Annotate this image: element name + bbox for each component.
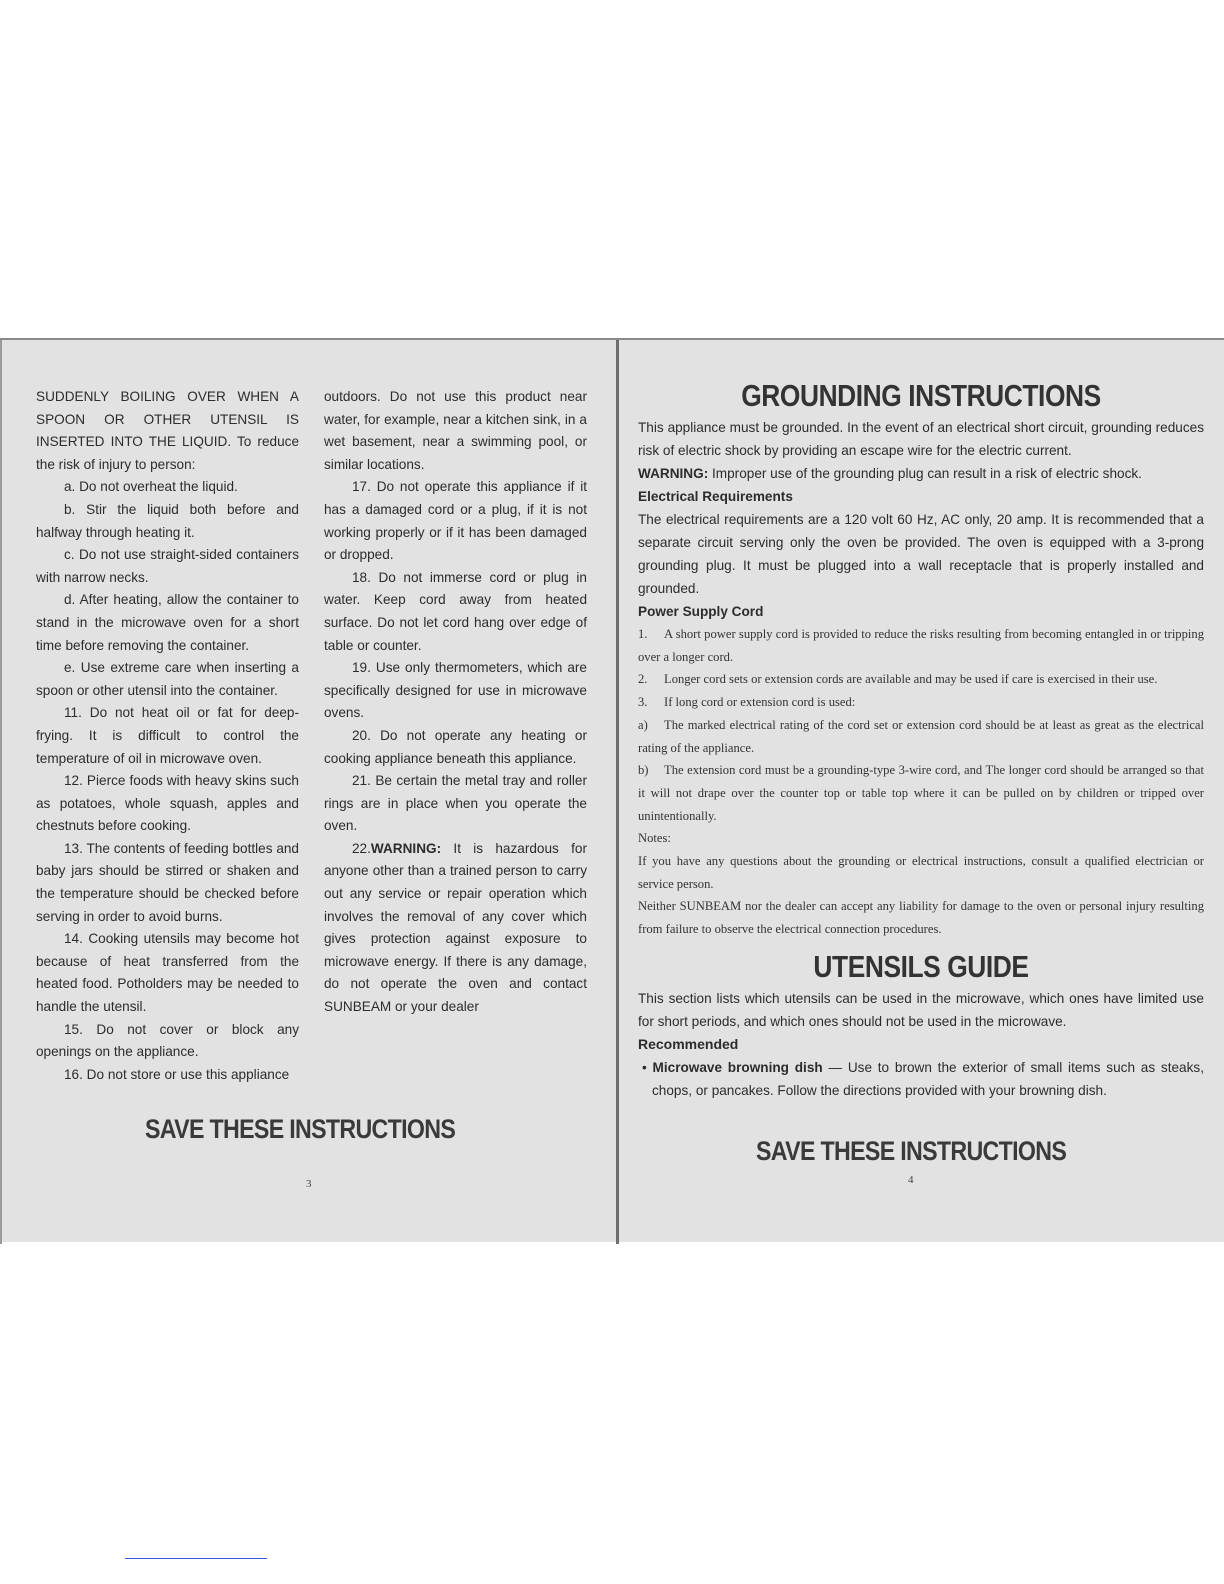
notes-text: Neither SUNBEAM nor the dealer can accept any liability for damage to the oven or personal injury resulting from failure to observe the electrical connection procedures.	[638, 899, 1204, 937]
warning-paragraph	[324, 838, 587, 1019]
booklet-spread	[0, 338, 1224, 1242]
paragraph: 20. Do not operate any heating or cooking appliance beneath this appliance.	[324, 727, 587, 766]
cord-item	[638, 714, 1204, 759]
grounding-title: GROUNDING INSTRUCTIONS	[741, 378, 1101, 413]
bullet-icon: •	[642, 1059, 653, 1075]
paragraph: e. Use extreme care when inserting a spoon or other utensil into the container.	[36, 660, 299, 698]
cord-item-number: a)	[638, 717, 648, 732]
paragraph: 21. Be certain the metal tray and roller rings are in place when you operate the oven.	[324, 773, 587, 834]
electrical-requirements-text: The electrical requirements are a 120 volt 60 Hz, AC only, 20 amp. It is recommended that a separate circuit serving only the oven be provided. The oven is equipped with a 3-prong grounding plug. It must be plugged into a wall receptacle that is properly installed and grounded.	[638, 512, 1204, 596]
left-column	[36, 386, 299, 1086]
paragraph: 14. Cooking utensils may become hot because of heat transferred from the heated food. Potholders may be needed to handle the utensil.	[36, 931, 299, 1015]
utensils-intro: This section lists which utensils can be used in the microwave, which ones have limited use for short periods, and which ones should not be used in the microwave.	[638, 990, 1204, 1029]
cord-item-number: 3.	[638, 695, 648, 710]
bullet-text: — Use to brown the exterior of small items such as steaks, chops, or pancakes. Follow the directions provided with your browning dish.	[652, 1059, 1204, 1098]
paragraph: 17. Do not operate this appliance if it has a damaged cord or a plug, if it is not working properly or if it has been damaged or dropped.	[324, 479, 587, 563]
page-number: 3	[306, 1178, 312, 1190]
cord-item-number: 2.	[638, 672, 648, 687]
warning-label: WARNING:	[370, 840, 442, 856]
warning-paragraph	[638, 462, 1204, 485]
paragraph: c. Do not use straight-sided containers with narrow necks.	[36, 547, 299, 585]
bullet-label: Microwave browning dish	[652, 1059, 823, 1075]
cord-item-text: If long cord or extension cord is used:	[664, 695, 856, 710]
page-right	[618, 340, 1224, 1244]
paragraph: a. Do not overheat the liquid.	[64, 479, 238, 495]
warning-text: It is hazardous for anyone other than a trained person to carry out any service or repair operation which involves the removal of any cover which gives protection against exposure to microwave energy. If there is any damage, do not operate the oven and contact SUNBEAM or your dealer	[324, 840, 587, 1015]
electrical-requirements-heading: Electrical Requirements	[638, 489, 793, 504]
paragraph: 19. Use only thermometers, which are specifically designed for use in microwave ovens.	[324, 660, 587, 721]
page-number: 4	[908, 1174, 914, 1186]
cord-item-text: Longer cord sets or extension cords are available and may be used if care is exercised in their use.	[664, 672, 1158, 687]
paragraph: b. Stir the liquid both before and halfway through heating it.	[36, 501, 299, 540]
paragraph: d. After heating, allow the container to stand in the microwave oven for a short time before removing the container.	[36, 592, 299, 653]
right-page-content	[638, 376, 1204, 1102]
recommended-heading: Recommended	[638, 1035, 739, 1052]
notes-text: If you have any questions about the grounding or electrical instructions, consult a qualified electrician or service person.	[638, 854, 1204, 891]
power-supply-cord-heading: Power Supply Cord	[638, 604, 764, 619]
cord-item-number: 1.	[638, 627, 648, 641]
link-underline	[125, 1558, 267, 1559]
warning-label: WARNING:	[638, 466, 709, 481]
save-instructions-title: SAVE THESE INSTRUCTIONS	[756, 1136, 1067, 1166]
right-column	[324, 386, 587, 1019]
cord-item-text: The extension cord must be a grounding-type 3-wire cord, and The longer cord should be arranged so that it will not drape over the counter top or table top where it can be pulled on by children or tripped over unintentionally.	[638, 763, 1204, 823]
cord-item	[638, 691, 1204, 714]
cord-item	[638, 668, 1204, 691]
page-left	[0, 340, 618, 1244]
cord-item-text: A short power supply cord is provided to reduce the risks resulting from becoming entangled in or tripping over a longer cord.	[638, 627, 1204, 664]
grounding-intro: This appliance must be grounded. In the event of an electrical short circuit, grounding reduces risk of electric shock by providing an escape wire for the electric current.	[638, 420, 1204, 458]
paragraph: 18. Do not immerse cord or plug in water. Keep cord away from heated surface. Do not let cord hang over edge of table or counter.	[324, 569, 587, 653]
paragraph: 11. Do not heat oil or fat for deep-frying. It is difficult to control the temperature of oil in microwave oven.	[36, 705, 299, 766]
paragraph: 13. The contents of feeding bottles and baby jars should be stirred or shaken and the temperature should be checked before serving in order to avoid burns.	[36, 840, 299, 924]
list-item	[638, 1056, 1204, 1102]
cord-item	[638, 759, 1204, 827]
save-instructions-title: SAVE THESE INSTRUCTIONS	[145, 1114, 456, 1144]
cord-item-text: The marked electrical rating of the cord set or extension cord should be at least as great as the electrical rating of the appliance.	[638, 717, 1204, 755]
paragraph: 12. Pierce foods with heavy skins such as potatoes, whole squash, apples and chestnuts before cooking.	[36, 773, 299, 834]
paragraph: SUDDENLY BOILING OVER WHEN A SPOON OR OTHER UTENSIL IS INSERTED INTO THE LIQUID. To reduce the risk of injury to person:	[36, 389, 299, 472]
cord-item-number: b)	[638, 763, 649, 778]
warning-text: Improper use of the grounding plug can result in a risk of electric shock.	[708, 466, 1142, 481]
paragraph: 16. Do not store or use this appliance	[64, 1066, 290, 1082]
paragraph: outdoors. Do not use this product near water, for example, near a kitchen sink, in a wet basement, near a swimming pool, or similar locations.	[324, 389, 587, 472]
notes-label: Notes:	[638, 831, 671, 846]
warning-number: 22.	[352, 840, 371, 856]
paragraph: 15. Do not cover or block any openings on the appliance.	[36, 1021, 299, 1060]
utensils-guide-title: UTENSILS GUIDE	[813, 948, 1029, 984]
cord-item	[638, 623, 1204, 668]
